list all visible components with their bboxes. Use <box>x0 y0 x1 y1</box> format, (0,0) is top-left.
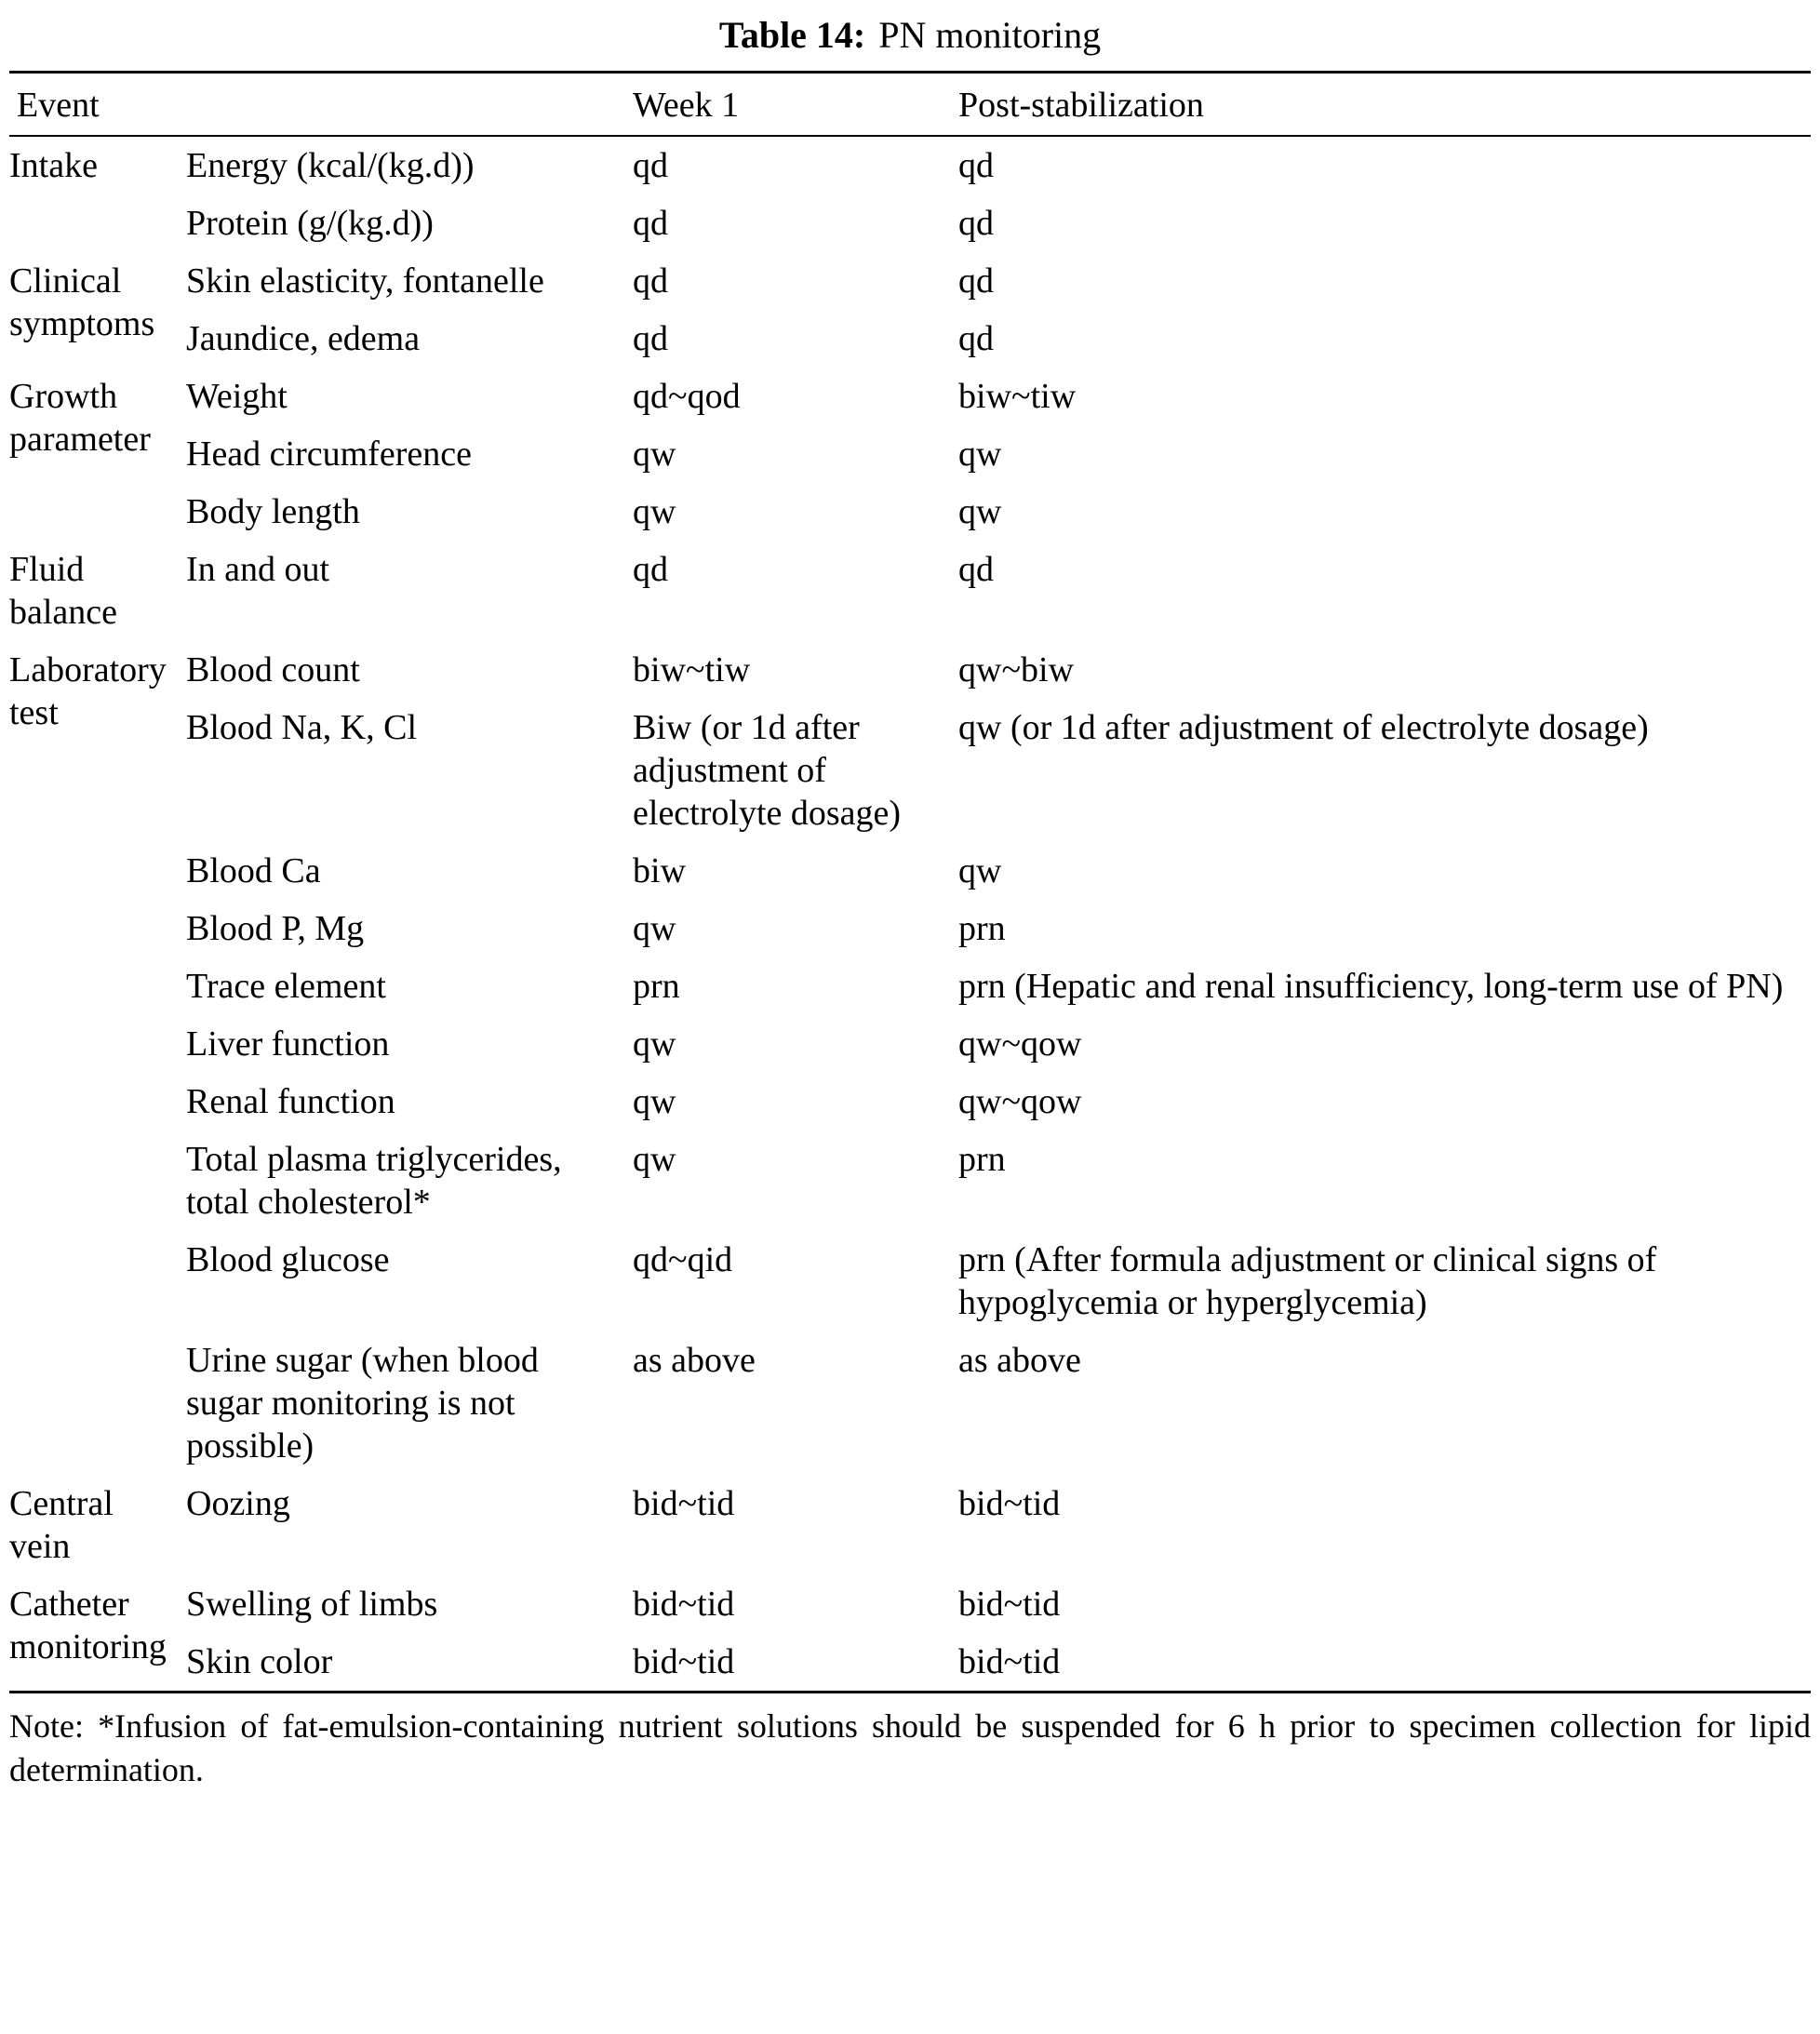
table-row <box>9 842 1811 900</box>
post-stabilization-cell: bid~tid <box>958 1585 1061 1624</box>
table-row <box>9 194 1811 252</box>
event-category-cell: Growth parameter <box>9 377 151 459</box>
post-stabilization-cell: prn <box>958 909 1006 948</box>
post-stabilization-cell: qd <box>958 204 995 243</box>
week1-cell: prn <box>633 967 680 1006</box>
post-stabilization-cell: qd <box>958 319 995 358</box>
item-cell: Urine sugar (when blood sugar monitoring is not possible) <box>186 1341 539 1465</box>
column-header-event: Event <box>9 73 633 137</box>
event-category-cell: Central vein <box>9 1484 114 1566</box>
table-row <box>9 425 1811 483</box>
event-category-cell: Intake <box>9 146 98 185</box>
week1-cell: qd~qid <box>633 1240 733 1279</box>
table-row <box>9 900 1811 957</box>
event-category-cell: Fluid balance <box>9 550 118 632</box>
post-stabilization-cell: qw <box>958 851 1002 890</box>
item-cell: Protein (g/(kg.d)) <box>186 204 434 243</box>
table-row <box>9 1575 1811 1633</box>
post-stabilization-cell: bid~tid <box>958 1642 1061 1681</box>
item-cell: Liver function <box>186 1024 390 1064</box>
column-header-post-stabilization: Post-stabilization <box>958 73 1811 137</box>
post-stabilization-cell: qw <box>958 492 1002 531</box>
post-stabilization-cell: qw~qow <box>958 1024 1082 1064</box>
table-row <box>9 957 1811 1015</box>
table-body <box>9 136 1811 1693</box>
table-row <box>9 1633 1811 1693</box>
item-cell: Blood Ca <box>186 851 321 890</box>
post-stabilization-cell: qw~qow <box>958 1082 1082 1121</box>
item-cell: In and out <box>186 550 330 589</box>
week1-cell: qd <box>633 146 669 185</box>
table-row <box>9 1231 1811 1331</box>
item-cell: Oozing <box>186 1484 290 1523</box>
week1-cell: qd <box>633 204 669 243</box>
post-stabilization-cell: as above <box>958 1341 1081 1380</box>
table-row <box>9 641 1811 699</box>
item-cell: Blood P, Mg <box>186 909 365 948</box>
table-footnote: Note: *Infusion of fat-emulsion-containing nutrient solutions should be suspended for 6 h prior to specimen collection for lipid determination. <box>9 1707 1811 1788</box>
table-row <box>9 368 1811 425</box>
week1-cell: bid~tid <box>633 1585 735 1624</box>
week1-cell: qw <box>633 1024 676 1064</box>
event-category-cell: Catheter monitoring <box>9 1585 167 1666</box>
week1-cell: biw <box>633 851 687 890</box>
item-cell: Renal function <box>186 1082 395 1121</box>
item-cell: Blood count <box>186 650 360 689</box>
item-cell: Head circumference <box>186 435 472 474</box>
table-title <box>9 13 1811 58</box>
post-stabilization-cell: qd <box>958 550 995 589</box>
header-row <box>9 73 1811 137</box>
table-row <box>9 252 1811 310</box>
table-row <box>9 1073 1811 1131</box>
week1-cell: qd <box>633 550 669 589</box>
table-row <box>9 310 1811 368</box>
table-row <box>9 699 1811 842</box>
table-row <box>9 1331 1811 1475</box>
post-stabilization-cell: prn (After formula adjustment or clinical signs of hypoglycemia or hyperglycemia) <box>958 1240 1657 1322</box>
table-row <box>9 1015 1811 1073</box>
week1-cell: Biw (or 1d after adjustment of electrolyte dosage) <box>633 708 902 833</box>
item-cell: Swelling of limbs <box>186 1585 438 1624</box>
table-row <box>9 136 1811 194</box>
table-row <box>9 1131 1811 1231</box>
item-cell: Blood glucose <box>186 1240 390 1279</box>
table-number-label: Table 14: <box>718 14 866 56</box>
item-cell: Trace element <box>186 967 386 1006</box>
table-row <box>9 1475 1811 1575</box>
week1-cell: qd <box>633 261 669 301</box>
post-stabilization-cell: qw <box>958 435 1002 474</box>
item-cell: Skin elasticity, fontanelle <box>186 261 544 301</box>
post-stabilization-cell: qw (or 1d after adjustment of electrolyte dosage) <box>958 708 1649 747</box>
table-header <box>9 73 1811 137</box>
post-stabilization-cell: qd <box>958 146 995 185</box>
week1-cell: qw <box>633 909 676 948</box>
table-row <box>9 541 1811 641</box>
week1-cell: qw <box>633 1140 676 1179</box>
column-header-week1: Week 1 <box>633 73 958 137</box>
table-caption: PN monitoring <box>878 14 1102 56</box>
week1-cell: biw~tiw <box>633 650 751 689</box>
week1-cell: qd <box>633 319 669 358</box>
item-cell: Energy (kcal/(kg.d)) <box>186 146 475 185</box>
table-row <box>9 483 1811 541</box>
pn-monitoring-table <box>9 71 1811 1693</box>
post-stabilization-cell: qd <box>958 261 995 301</box>
week1-cell: qd~qod <box>633 377 741 416</box>
week1-cell: qw <box>633 435 676 474</box>
item-cell: Skin color <box>186 1642 333 1681</box>
item-cell: Body length <box>186 492 360 531</box>
item-cell: Jaundice, edema <box>186 319 421 358</box>
week1-cell: bid~tid <box>633 1642 735 1681</box>
post-stabilization-cell: prn <box>958 1140 1006 1179</box>
event-category-cell: Laboratory test <box>9 650 167 732</box>
item-cell: Total plasma triglycerides, total cholesterol* <box>186 1140 562 1222</box>
post-stabilization-cell: prn (Hepatic and renal insufficiency, long-term use of PN) <box>958 967 1784 1006</box>
item-cell: Weight <box>186 377 288 416</box>
post-stabilization-cell: bid~tid <box>958 1484 1061 1523</box>
week1-cell: qw <box>633 1082 676 1121</box>
post-stabilization-cell: qw~biw <box>958 650 1075 689</box>
event-category-cell: Clinical symptoms <box>9 261 155 343</box>
week1-cell: bid~tid <box>633 1484 735 1523</box>
week1-cell: qw <box>633 492 676 531</box>
item-cell: Blood Na, K, Cl <box>186 708 418 747</box>
post-stabilization-cell: biw~tiw <box>958 377 1077 416</box>
week1-cell: as above <box>633 1341 756 1380</box>
